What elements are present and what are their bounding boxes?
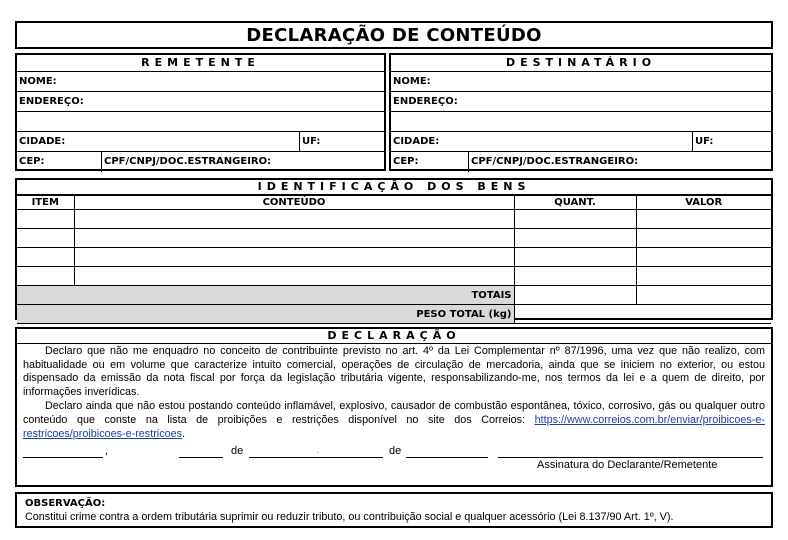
goods-table-header-row xyxy=(17,196,771,210)
declaration-paragraph-1: Declaro que não me enquadro no conceito de contribuinte previsto no art. 4º da Lei Complementar nº 87/1996, uma vez que não realizo, com habitualidade ou em volume que caracterize intuito comercial, operações de circulação de mercadoria, ainda que se iniciem no exterior, ou estou dispensado da emissão da nota fiscal por força da legislação tributária vigente, responsabilizando-me, nos termos da lei e a quem de direito, por informações inverídicas. xyxy=(23,345,765,398)
observation-section xyxy=(15,492,773,528)
observation-text: Constitui crime contra a ordem tributária suprimir ou reduzir tributo, ou contribuição social e qualquer acessório (Lei 8.137/90 Art. 1º, V). xyxy=(25,511,674,523)
sender-address-label: ENDEREÇO: xyxy=(19,96,84,107)
goods-header: IDENTIFICAÇÃO DOS BENS xyxy=(17,180,771,195)
receiver-city-field[interactable] xyxy=(391,132,771,152)
receiver-section xyxy=(389,53,773,171)
sender-name-label: NOME: xyxy=(19,76,57,87)
declaration-section xyxy=(15,327,773,487)
quant-cell[interactable] xyxy=(514,248,636,267)
totals-label: TOTAIS xyxy=(17,286,514,305)
sender-header: REMETENTE xyxy=(17,55,384,72)
goods-table xyxy=(17,195,771,324)
correios-link[interactable]: https://www.correios.com.br/enviar/proibicoes-e-restricoes/proibicoes-e-restricoes xyxy=(23,413,766,440)
item-cell[interactable] xyxy=(17,229,74,248)
sender-address-field-2[interactable] xyxy=(17,112,384,132)
sender-address-field[interactable] xyxy=(17,92,384,112)
receiver-address-field-2[interactable] xyxy=(391,112,771,132)
value-cell[interactable] xyxy=(636,210,771,229)
sender-section xyxy=(15,53,386,171)
table-row xyxy=(17,229,771,248)
quant-cell[interactable] xyxy=(514,267,636,286)
item-cell[interactable] xyxy=(17,248,74,267)
total-quant-cell[interactable] xyxy=(514,286,636,305)
declaration-paragraph-2: Declaro ainda que não estou postando conteúdo inflamável, explosivo, causador de combustão espontânea, tóxico, corrosivo, gás ou qualquer outro conteúdo que conste na lista de proibições e restrições disponível no site dos Correios: https://www.correios.com.br/enviar/proibicoes-e-restricoes/proibicoes-e-restricoes. xyxy=(23,400,766,440)
title-box xyxy=(15,21,773,49)
receiver-address-field[interactable] xyxy=(391,92,771,112)
item-cell[interactable] xyxy=(17,267,74,286)
de-text-2: de xyxy=(389,445,402,457)
receiver-city-label: CIDADE: xyxy=(393,136,440,147)
content-cell[interactable] xyxy=(74,248,514,267)
col-value-header: VALOR xyxy=(636,196,771,210)
signature-label: Assinatura do Declarante/Remetente xyxy=(537,459,718,471)
value-cell[interactable] xyxy=(636,248,771,267)
receiver-name-label: NOME: xyxy=(393,76,431,87)
year-line[interactable] xyxy=(406,457,488,458)
signature-line[interactable] xyxy=(498,457,763,458)
receiver-header: DESTINATÁRIO xyxy=(391,55,771,72)
quant-cell[interactable] xyxy=(514,229,636,248)
sender-uf-field[interactable] xyxy=(299,132,386,151)
sender-doc-label: CPF/CNPJ/DOC.ESTRANGEIRO: xyxy=(104,156,272,167)
declaration-header: DECLARAÇÃO xyxy=(17,329,771,344)
receiver-cep-field[interactable] xyxy=(391,152,771,172)
weight-row xyxy=(17,305,771,324)
month-line[interactable] xyxy=(249,457,383,458)
sender-city-label: CIDADE: xyxy=(19,136,66,147)
receiver-uf-field[interactable] xyxy=(692,132,773,151)
receiver-doc-label: CPF/CNPJ/DOC.ESTRANGEIRO: xyxy=(471,156,639,167)
sender-cep-field[interactable] xyxy=(17,152,384,172)
col-content-header: CONTEÚDO xyxy=(74,196,514,210)
goods-section xyxy=(15,178,773,320)
quant-cell[interactable] xyxy=(514,210,636,229)
totals-row xyxy=(17,286,771,305)
receiver-uf-label: UF: xyxy=(695,136,714,147)
table-row xyxy=(17,267,771,286)
place-line[interactable] xyxy=(23,457,103,458)
col-item-header: ITEM xyxy=(17,196,74,210)
total-value-cell[interactable] xyxy=(636,286,771,305)
sender-uf-label: UF: xyxy=(302,136,321,147)
col-quant-header: QUANT. xyxy=(514,196,636,210)
observation-title: OBSERVAÇÃO: xyxy=(25,498,106,509)
weight-label: PESO TOTAL (kg) xyxy=(17,305,514,324)
de-text-1: de xyxy=(231,445,244,457)
value-cell[interactable] xyxy=(636,229,771,248)
receiver-address-label: ENDEREÇO: xyxy=(393,96,458,107)
content-cell[interactable] xyxy=(74,210,514,229)
month-dot: . xyxy=(317,448,319,455)
sender-name-field[interactable] xyxy=(17,72,384,92)
receiver-cep-label: CEP: xyxy=(393,156,419,167)
item-cell[interactable] xyxy=(17,210,74,229)
content-cell[interactable] xyxy=(74,267,514,286)
sender-cep-label: CEP: xyxy=(19,156,45,167)
sender-city-field[interactable] xyxy=(17,132,384,152)
weight-cell[interactable] xyxy=(514,305,771,324)
value-cell[interactable] xyxy=(636,267,771,286)
receiver-doc-field[interactable] xyxy=(468,152,773,172)
day-line[interactable] xyxy=(179,457,223,458)
place-comma: , xyxy=(105,445,109,457)
page-title: DECLARAÇÃO DE CONTEÚDO xyxy=(246,24,542,46)
sender-doc-field[interactable] xyxy=(101,152,386,172)
table-row xyxy=(17,248,771,267)
receiver-name-field[interactable] xyxy=(391,72,771,92)
content-cell[interactable] xyxy=(74,229,514,248)
table-row xyxy=(17,210,771,229)
